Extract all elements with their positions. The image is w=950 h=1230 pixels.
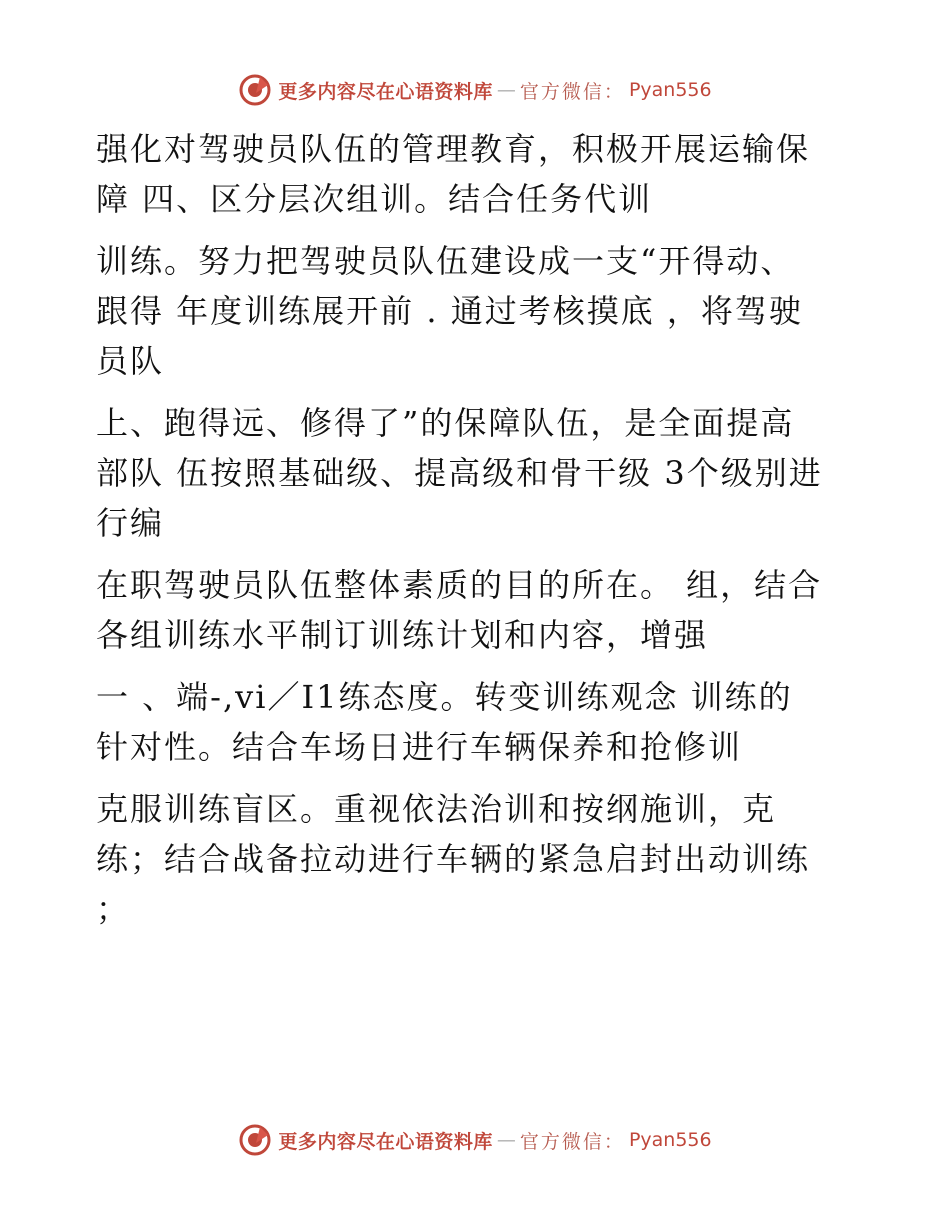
- text-line: 在职驾驶员队伍整体素质的目的所在。 组，结合: [96, 566, 823, 604]
- text-line: 针对性。结合车场日进行车辆保养和抢修训: [96, 728, 743, 766]
- watermark-wechat-id: Pyan556: [628, 79, 712, 101]
- logo-icon: [238, 1123, 272, 1157]
- paragraph: [96, 236, 856, 386]
- watermark-main-text: 更多内容尽在心语资料库: [278, 1130, 493, 1153]
- watermark-separator: —: [496, 1129, 516, 1151]
- footer-watermark: [0, 1120, 950, 1160]
- paragraph: [96, 124, 856, 224]
- paragraph: [96, 672, 856, 772]
- text-line: 行编: [96, 504, 165, 542]
- document-body: [96, 124, 856, 946]
- watermark-sub-text: 官方微信：: [519, 1130, 625, 1153]
- paragraph: [96, 784, 856, 934]
- header-watermark: [0, 70, 950, 110]
- paragraph: [96, 398, 856, 548]
- text-line: ；: [96, 890, 131, 928]
- text-line: 一 、端-,vi／I1练态度。转变训练观念 训练的: [96, 678, 793, 716]
- watermark-separator: —: [496, 79, 516, 101]
- text-line: 跟得 年度训练展开前 . 通过考核摸底 ，将驾驶: [96, 292, 803, 330]
- text-line: 训练。努力把驾驶员队伍建设成一支“开得动、: [96, 242, 795, 280]
- text-line: 练；结合战备拉动进行车辆的紧急启封出动训练: [96, 840, 811, 878]
- logo-icon: [238, 73, 272, 107]
- text-line: 部队 伍按照基础级、提高级和骨干级 3个级别进: [96, 454, 823, 492]
- watermark-wechat-id: Pyan556: [628, 1129, 712, 1151]
- text-line: 上、跑得远、修得了”的保障队伍，是全面提高: [96, 404, 795, 442]
- text-line: 克服训练盲区。重视依法治训和按纲施训，克: [96, 790, 777, 828]
- watermark-main-text: 更多内容尽在心语资料库: [278, 80, 493, 103]
- text-line: 障 四、区分层次组训。结合任务代训: [96, 180, 653, 218]
- text-line: 强化对驾驶员队伍的管理教育，积极开展运输保: [96, 130, 811, 168]
- text-line: 各组训练水平制订训练计划和内容，增强: [96, 616, 709, 654]
- text-line: 员队: [96, 342, 165, 380]
- paragraph: [96, 560, 856, 660]
- watermark-sub-text: 官方微信：: [519, 80, 625, 103]
